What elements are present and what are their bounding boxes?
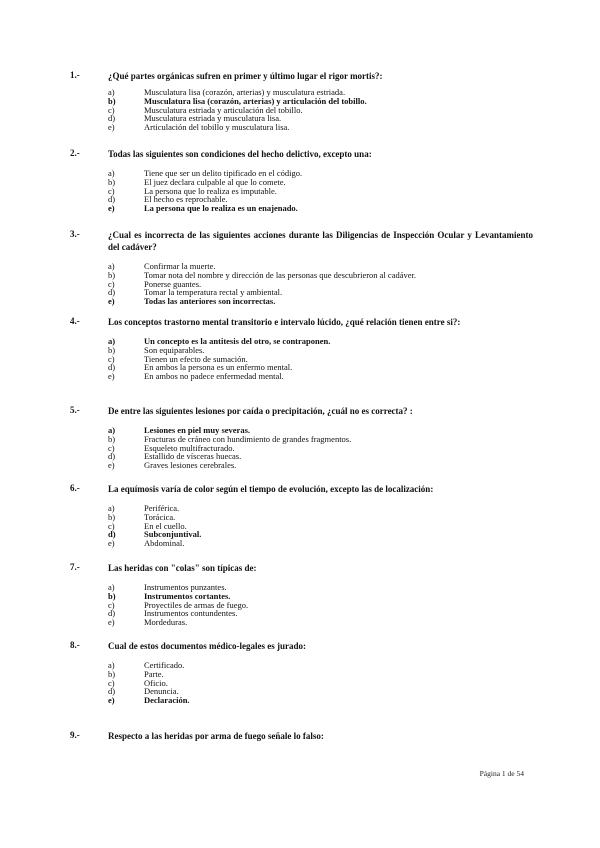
option-text: Ponerse guantes. [144,278,202,289]
option-letter: b) [108,344,116,355]
option-letter: c) [108,104,115,115]
option-letter: e) [108,695,115,706]
option-text: Proyectiles de armas de fuego. [144,599,249,610]
option-letter: c) [108,520,115,531]
option-text: Denuncia. [144,686,179,697]
option-letter: d) [108,287,116,298]
page-footer: Página 1 de 54 [479,769,524,778]
option [0,679,600,688]
option [0,583,600,592]
option [0,106,600,115]
option-text: En el cuello. [144,520,187,531]
option-letter: e) [108,122,115,133]
correct-option [0,297,600,306]
option [0,372,600,381]
option-text: Fracturas de cráneo con hundimiento de grandes fragmentos. [144,433,352,444]
option [0,288,600,297]
option-text: Tienen un efecto de sumación. [144,353,248,364]
question-text: La equímosis varía de color según el tiempo de evolución, excepto las de localización: [108,484,434,494]
option-text: Instrumentos punzantes. [144,582,227,592]
option-letter: d) [108,686,116,697]
option-letter: c) [108,278,115,289]
option [0,195,600,204]
question-text: ¿Qué partes orgánicas sufren en primer y último lugar el rigor mortis?: [108,71,383,81]
option [0,452,600,461]
option-text: Subconjuntival. [144,529,202,540]
option-text: Articulación del tobillo y musculatura lisa. [144,122,290,133]
option [0,522,600,531]
option [0,123,600,132]
option-letter: b) [108,433,116,444]
option-text: Tiene que ser un delito tipificado en el código. [144,168,303,178]
option-text: Musculatura lisa (corazón, arterias) y musculatura estriada. [144,87,346,97]
option-letter: b) [108,511,116,522]
option-letter: b) [108,590,116,601]
option-letter: c) [108,353,115,364]
option [0,178,600,187]
option-letter: a) [108,660,115,670]
option-letter: d) [108,194,116,205]
option-letter: a) [108,168,115,178]
option-letter: a) [108,425,116,435]
question-number: 7.- [70,562,80,572]
question-text: De entre las siguientes lesiones por caída o precipitación, ¿cuál no es correcta? : [108,406,413,416]
option [0,539,600,548]
question-text: Todas las siguientes son condiciones del hecho delictivo, excepto una: [108,149,372,159]
option-text: Lesiones en piel muy severas. [144,425,251,435]
option-text: Un concepto es la antitesis del otro, se contraponen. [144,336,331,346]
question-number: 5.- [70,405,80,415]
question-text: Los conceptos trastorno mental transitorio e intervalo lúcido, ¿qué relación tienen entre si?: [108,317,461,327]
option [0,169,600,178]
correct-option [0,696,600,705]
option-letter: a) [108,336,116,346]
option-letter: c) [108,677,115,688]
question-text: ¿Cual es incorrecta de las siguientes acciones durante las Diligencias de Inspección Ocular y Levantamiento del cadáver? [108,230,533,252]
option [0,461,600,470]
option-text: Graves lesiones cerebrales. [144,460,237,471]
option-letter: d) [108,608,116,619]
option-letter: d) [108,529,116,540]
option-text: Abdominal. [144,538,185,549]
option-text: Tomar nota del nombre y dirección de las personas que descubrieron al cadáver. [144,269,417,280]
option-text: Parte. [144,668,164,679]
option [0,435,600,444]
option-text: El hecho es reprochable. [144,194,228,205]
question-number: 6.- [70,483,80,493]
option-text: Mordeduras. [144,617,188,628]
option-text: Tomar la temperatura rectal y ambiental. [144,287,283,298]
option-letter: b) [108,176,116,187]
question-number: 9.- [70,730,80,740]
correct-option [0,204,600,213]
option [0,513,600,522]
option-text: Instrumentos contundentes. [144,608,238,619]
option-text: Declaración. [144,695,190,706]
question-text: Las heridas con "colas" son típicas de: [108,563,257,573]
option-text: Periférica. [144,503,180,513]
question-number: 1.- [70,70,80,80]
option [0,618,600,627]
option-letter: d) [108,451,116,462]
option-text: Musculatura estriada y articulación del tobillo. [144,104,303,115]
option [0,601,600,610]
option-text: El juez declara culpable al que lo comete. [144,176,286,187]
option-letter: e) [108,617,115,628]
question-number: 8.- [70,640,80,650]
option-letter: a) [108,503,115,513]
option [0,444,600,453]
option-letter: b) [108,269,116,280]
option-text: Confirmar la muerte. [144,261,216,271]
option-letter: a) [108,261,115,271]
option-text: Musculatura estriada y musculatura lisa. [144,113,282,124]
correct-option [0,530,600,539]
option-letter: e) [108,371,115,382]
option [0,670,600,679]
question-number: 3.- [70,229,80,239]
option-text: En ambos la persona es un enfermo mental. [144,362,293,373]
option-text: Certificado. [144,660,185,670]
option [0,271,600,280]
option [0,661,600,670]
correct-option [0,592,600,601]
question-number: 4.- [70,316,80,326]
option-letter: e) [108,460,115,471]
option-text: Musculatura lisa (corazón, arterias) y articulación del tobillo. [144,95,367,106]
option-text: Oficio. [144,677,168,688]
option-letter: a) [108,87,115,97]
option [0,114,600,123]
option-letter: c) [108,442,115,453]
option-text: Estallido de vísceras huecas. [144,451,242,462]
correct-option [0,337,600,346]
option-letter: b) [108,668,116,679]
option [0,187,600,196]
option [0,280,600,289]
option [0,346,600,355]
option-letter: c) [108,185,115,196]
option-letter: d) [108,362,116,373]
option-letter: e) [108,203,115,214]
option [0,363,600,372]
question-number: 2.- [70,148,80,158]
option-letter: d) [108,113,116,124]
option-letter: e) [108,538,115,549]
question-text: Cual de estos documentos médico-legales es jurado: [108,641,306,651]
option-text: La persona que lo realiza es imputable. [144,185,277,196]
option-letter: e) [108,296,115,307]
option-text: Instrumentos cortantes. [144,590,231,601]
option-text: Torácica. [144,511,176,522]
option-letter: c) [108,599,115,610]
option-text: La persona que lo realiza es un enajenado. [144,203,298,214]
question-text: Respecto a las heridas por arma de fuego señale lo falso: [108,731,324,741]
option-text: Todas las anteriores son incorrectas. [144,296,276,307]
option-text: Esqueleto multifracturado. [144,442,235,453]
option-text: En ambos no padece enfermedad mental. [144,371,284,382]
option-text: Son equiparables. [144,344,205,355]
option [0,355,600,364]
option [0,687,600,696]
option [0,609,600,618]
option-letter: a) [108,582,115,592]
option-letter: b) [108,95,116,106]
option [0,504,600,513]
